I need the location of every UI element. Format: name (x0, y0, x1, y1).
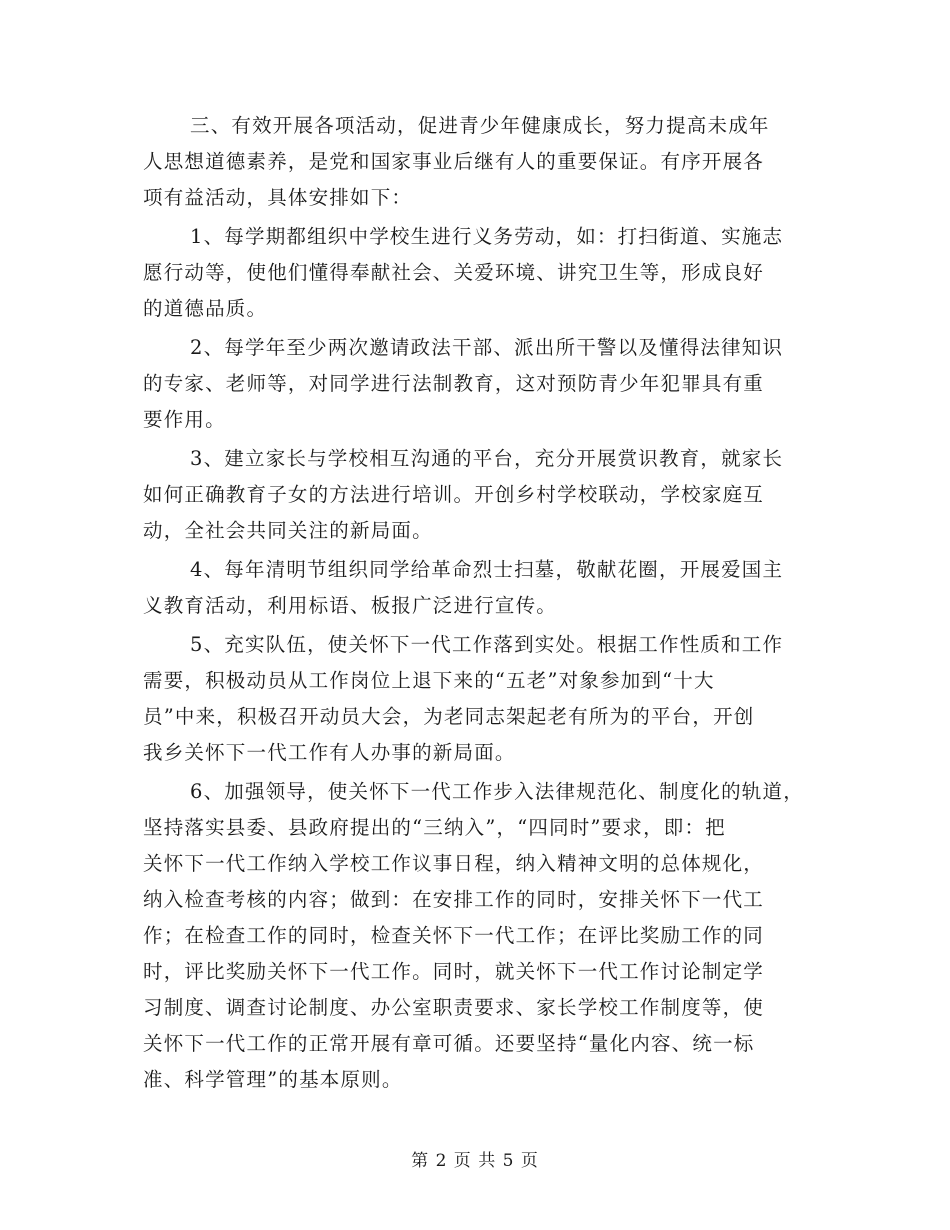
item-4-line-1: 4、每年清明节组织同学给革命烈士扫墓，敬献花圈，开展爱国主 (190, 558, 784, 581)
item-3-line-3: 动，全社会共同关注的新局面。 (143, 519, 433, 542)
item-4-line-2: 义教育活动，利用标语、板报广泛进行宣传。 (143, 594, 558, 617)
item-6-line-6: 时，评比奖励关怀下一代工作。同时，就关怀下一代工作讨论制定学 (143, 960, 765, 983)
item-5-line-4: 我乡关怀下一代工作有人办事的新局面。 (143, 741, 516, 764)
item-6-line-3: 关怀下一代工作纳入学校工作议事日程，纳入精神文明的总体规化， (143, 852, 765, 875)
paragraph-3-line-3: 项有益活动，具体安排如下： (143, 186, 413, 209)
item-1-line-2: 愿行动等，使他们懂得奉献社会、关爱环境、讲究卫生等，形成良好 (143, 261, 765, 284)
item-6-line-8: 关怀下一代工作的正常开展有章可循。还要坚持“量化内容、统一标 (143, 1032, 755, 1055)
item-6-line-1: 6、加强领导，使关怀下一代工作步入法律规范化、制度化的轨道， (190, 780, 804, 803)
item-3-line-2: 如何正确教育子女的方法进行培训。开创乡村学校联动，学校家庭互 (143, 483, 765, 506)
paragraph-3-line-1: 三、有效开展各项活动，促进青少年健康成长，努力提高未成年 (190, 114, 770, 137)
item-6-line-7: 习制度、调查讨论制度、办公室职责要求、家长学校工作制度等，使 (143, 996, 765, 1019)
item-3-line-1: 3、建立家长与学校相互沟通的平台，充分开展赏识教育，就家长 (190, 447, 784, 470)
paragraph-3-line-2: 人思想道德素养，是党和国家事业后继有人的重要保证。有序开展各 (143, 150, 765, 173)
item-1-line-3: 的道德品质。 (143, 297, 268, 320)
item-1-line-1: 1、每学期都组织中学校生进行义务劳动，如：打扫街道、实施志 (190, 225, 784, 248)
item-6-line-5: 作；在检查工作的同时，检查关怀下一代工作；在评比奖励工作的同 (143, 924, 765, 947)
item-6-line-2: 坚持落实县委、县政府提出的“三纳入”，“四同时”要求，即：把 (143, 816, 726, 839)
item-6-line-9: 准、科学管理”的基本原则。 (143, 1068, 403, 1091)
item-5-line-2: 需要，积极动员从工作岗位上退下来的“五老”对象参加到“十大 (143, 669, 715, 692)
item-2-line-3: 要作用。 (143, 408, 226, 431)
item-6-line-4: 纳入检查考核的内容；做到：在安排工作的同时，安排关怀下一代工 (143, 888, 765, 911)
item-2-line-2: 的专家、老师等，对同学进行法制教育，这对预防青少年犯罪具有重 (143, 372, 765, 395)
page-number-footer: 第 2 页 共 5 页 (411, 1151, 539, 1171)
item-5-line-1: 5、充实队伍，使关怀下一代工作落到实处。根据工作性质和工作 (190, 633, 784, 656)
item-2-line-1: 2、每学年至少两次邀请政法干部、派出所干警以及懂得法律知识 (190, 336, 784, 359)
item-5-line-3: 员”中来，积极召开动员大会，为老同志架起老有所为的平台，开创 (143, 705, 755, 728)
